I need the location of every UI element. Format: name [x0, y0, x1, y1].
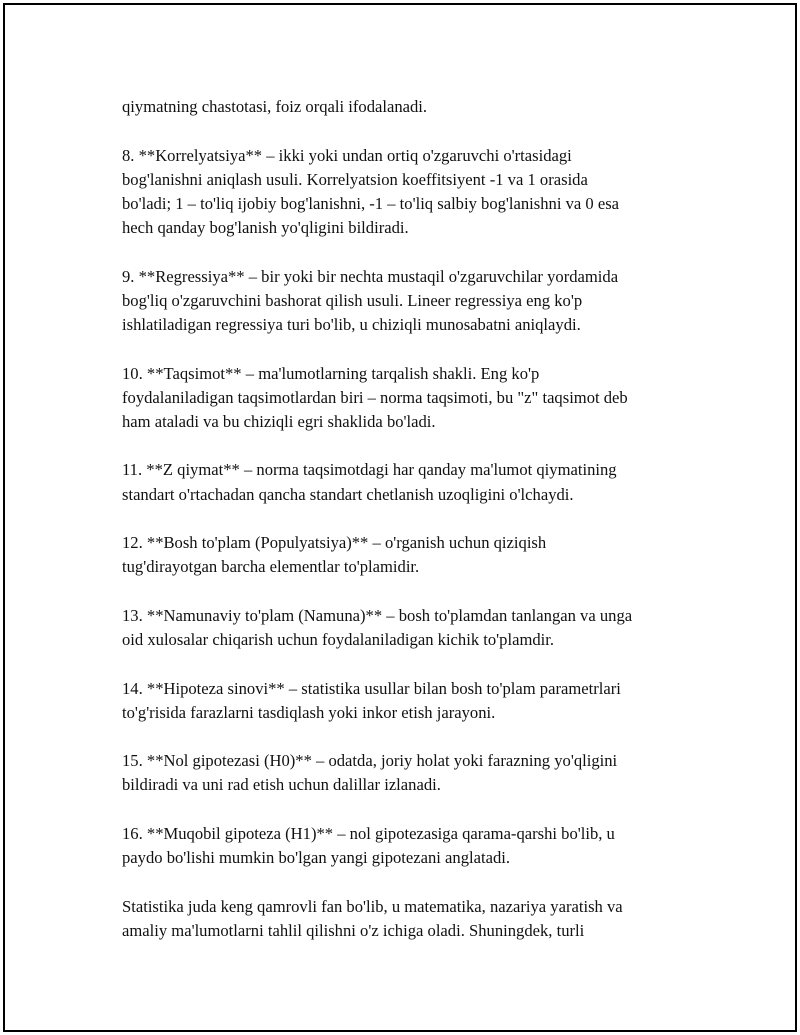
text-line: 14. **Hipoteza sinovi** – statistika usullar bilan bosh to'plam parametrlari — [122, 678, 621, 698]
text-line: 8. **Korrelyatsiya** – ikki yoki undan ortiq o'zgaruvchi o'rtasidagi — [122, 145, 572, 165]
text-line: hech qanday bog'lanish yo'qligini bildiradi. — [122, 218, 409, 238]
text-line: 9. **Regressiya** – bir yoki bir nechta mustaqil o'zgaruvchilar yordamida — [122, 266, 619, 286]
paragraph-item-12 — [122, 531, 722, 579]
text-line: qiymatning chastotasi, foiz orqali ifodalanadi. — [122, 97, 428, 116]
text-line: 10. **Taqsimot** – ma'lumotlarning tarqalish shakli. Eng ko'p — [122, 363, 540, 383]
text-line: bo'ladi; 1 – to'liq ijobiy bog'lanishni, -1 – to'liq salbiy bog'lanishni va 0 esa — [122, 193, 620, 213]
paragraph-item-14 — [122, 677, 722, 725]
paragraph-item-15 — [122, 749, 722, 797]
text-line: ham ataladi va bu chiziqli egri shaklida bo'ladi. — [122, 411, 436, 431]
text-line: bildiradi va uni rad etish uchun dalillar izlanadi. — [122, 775, 441, 795]
text-line: to'g'risida farazlarni tasdiqlash yoki inkor etish jarayoni. — [122, 702, 496, 722]
text-line: 13. **Namunaviy to'plam (Namuna)** – bosh to'plamdan tanlangan va unga — [122, 605, 633, 625]
paragraph-item-16 — [122, 822, 722, 870]
text-line: paydo bo'lishi mumkin bo'lgan yangi gipotezani anglatadi. — [122, 848, 511, 868]
text-line: oid xulosalar chiqarish uchun foydalaniladigan kichik to'plamdir. — [122, 630, 555, 650]
text-line: 16. **Muqobil gipoteza (H1)** – nol gipotezasiga qarama-qarshi bo'lib, u — [122, 823, 615, 843]
paragraph-item-11 — [122, 458, 722, 506]
paragraph-item-8 — [122, 144, 722, 241]
text-line: amaliy ma'lumotlarni tahlil qilishni o'z ichiga oladi. Shuningdek, turli — [122, 920, 585, 940]
paragraph-continuation — [122, 95, 722, 119]
paragraph-summary — [122, 895, 722, 943]
text-line: bog'lanishni aniqlash usuli. Korrelyatsion koeffitsiyent -1 va 1 orasida — [122, 169, 588, 189]
text-line: standart o'rtachadan qancha standart chetlanish uzoqligini o'lchaydi. — [122, 484, 574, 504]
text-line: foydalaniladigan taqsimotlardan biri – norma taqsimoti, bu "z" taqsimot deb — [122, 387, 628, 407]
page-frame — [3, 3, 797, 1032]
text-line: 12. **Bosh to'plam (Populyatsiya)** – o'rganish uchun qiziqish — [122, 533, 547, 553]
document-body — [122, 95, 722, 967]
paragraph-item-13 — [122, 604, 722, 652]
text-line: bog'liq o'zgaruvchini bashorat qilish usuli. Lineer regressiya eng ko'p — [122, 290, 583, 310]
text-line: 11. **Z qiymat** – norma taqsimotdagi har qanday ma'lumot qiymatining — [122, 460, 617, 480]
paragraph-item-10 — [122, 362, 722, 435]
text-line: 15. **Nol gipotezasi (H0)** – odatda, joriy holat yoki farazning yo'qligini — [122, 751, 618, 771]
paragraph-item-9 — [122, 265, 722, 338]
text-line: Statistika juda keng qamrovli fan bo'lib, u matematika, nazariya yaratish va — [122, 896, 623, 916]
text-line: tug'dirayotgan barcha elementlar to'plamidir. — [122, 557, 420, 577]
text-line: ishlatiladigan regressiya turi bo'lib, u chiziqli munosabatni aniqlaydi. — [122, 315, 581, 335]
